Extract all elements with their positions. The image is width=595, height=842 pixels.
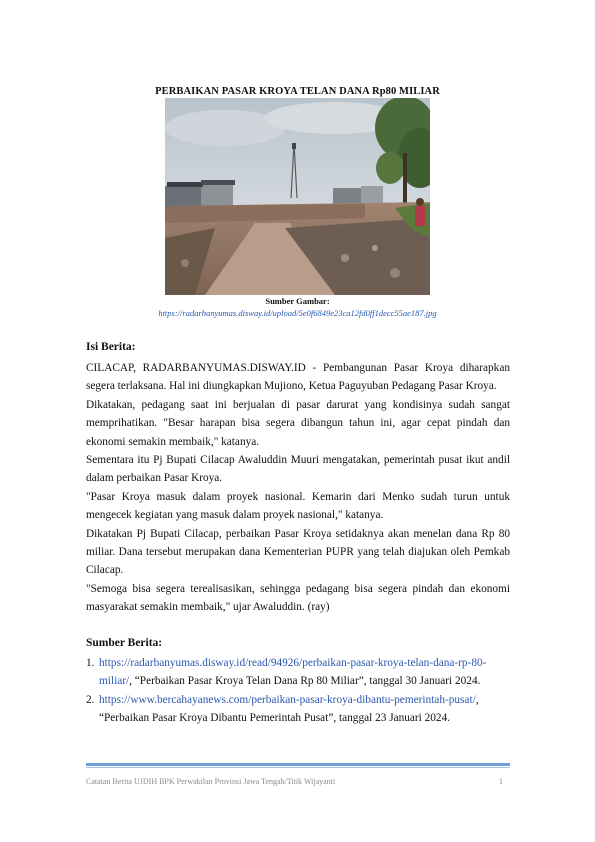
document-title: PERBAIKAN PASAR KROYA TELAN DANA Rp80 MILIAR xyxy=(155,86,440,97)
source-number: 2. xyxy=(86,693,95,706)
isi-berita-heading: Isi Berita: xyxy=(86,341,136,353)
source-item xyxy=(86,654,510,691)
sumber-berita-heading: Sumber Berita: xyxy=(86,637,163,649)
footer-text: Catatan Berita UJDIH BPK Perwakilan Provinsi Jawa Tengah/Titik Wijayanti xyxy=(86,777,336,786)
source-link[interactable]: https://www.bercahayanews.com/perbaikan-pasar-kroya-dibantu-pemerintah-pusat/ xyxy=(99,693,476,706)
source-description: , “Perbaikan Pasar Kroya Telan Dana Rp 80 Miliar”, tanggal 30 Januari 2024. xyxy=(129,675,481,688)
paragraph: "Pasar Kroya masuk dalam proyek nasional. Kemarin dari Menko sudah turun untuk mengecek kegiatan yang masuk dalam proyek nasional," katanya. xyxy=(86,490,510,522)
source-number: 1. xyxy=(86,657,95,669)
construction-site-image xyxy=(165,98,430,295)
footer-divider-thin xyxy=(86,767,510,768)
article-body xyxy=(86,359,510,617)
paragraph: Dikatakan Pj Bupati Cilacap, perbaikan Pasar Kroya setidaknya akan menelan dana Rp 80 miliar. Dana tersebut merupakan dana Kementerian PUPR yang telah diajukan oleh Pemkab Cilacap. xyxy=(86,527,510,577)
paragraph: CILACAP, RADARBANYUMAS.DISWAY.ID - Pembangunan Pasar Kroya diharapkan segera terlaksana. Hal ini diungkapkan Mujiono, Ketua Paguyuban Pedagang Pasar Kroya. xyxy=(86,362,510,393)
image-caption-label: Sumber Gambar: xyxy=(265,296,330,306)
source-item xyxy=(86,691,510,728)
image-source-link[interactable]: https://radarbanyumas.disway.id/upload/5e0f6849e23ca12fd0ff1decc55ae187.jpg xyxy=(158,308,437,318)
paragraph: Dikatakan, pedagang saat ini berjualan di pasar darurat yang kondisinya sudah sangat memprihatikan. "Besar harapan bisa segera dibangun tahun ini, agar cepat pindah dan ekonomi semakin membaik," katanya. xyxy=(86,398,510,448)
page-number: 1 xyxy=(499,777,503,786)
paragraph: "Semoga bisa segera terealisasikan, sehingga pedagang bisa segera pindah dan ekonomi masyarakat semakin membaik," ujar Awaluddin. (ray) xyxy=(86,582,510,614)
footer-divider xyxy=(86,763,510,766)
source-description: , “Perbaikan Pasar Kroya Dibantu Pemerintah Pusat”, tanggal 23 Januari 2024. xyxy=(99,693,479,725)
paragraph: Sementara itu Pj Bupati Cilacap Awaluddin Muuri mengatakan, pemerintah pusat ikut andil dalam perbaikan Pasar Kroya. xyxy=(86,454,510,485)
source-link[interactable]: https://radarbanyumas.disway.id/read/94926/perbaikan-pasar-kroya-telan-dana-rp-80-miliar/ xyxy=(99,657,487,688)
source-list xyxy=(86,654,510,728)
news-photo xyxy=(165,98,430,295)
